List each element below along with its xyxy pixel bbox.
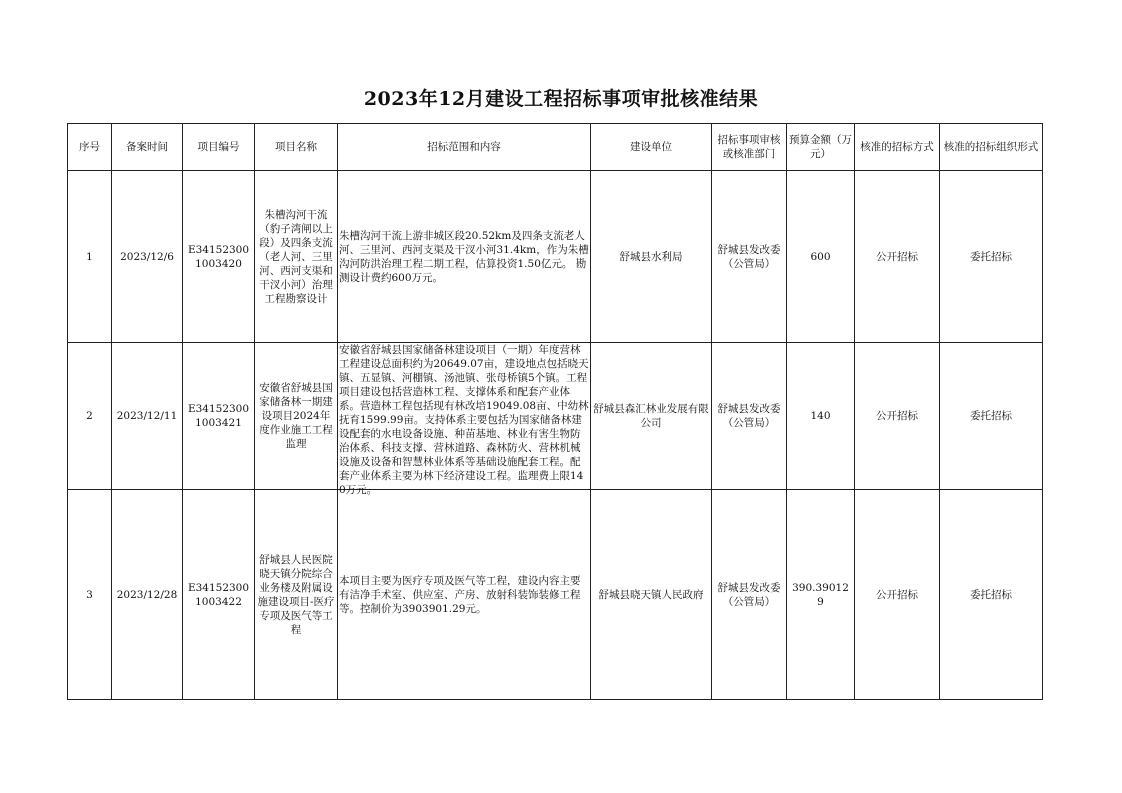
header-date: 备案时间 <box>112 124 183 171</box>
cell-code: E341523001003421 <box>183 343 255 490</box>
table-header-row <box>68 124 1043 171</box>
header-scope: 招标范围和内容 <box>338 124 591 171</box>
header-name: 项目名称 <box>255 124 338 171</box>
cell-budget: 600 <box>787 171 855 343</box>
cell-seq: 2 <box>68 343 112 490</box>
cell-unit: 舒城县水利局 <box>591 171 712 343</box>
header-unit: 建设单位 <box>591 124 712 171</box>
cell-name: 安徽省舒城县国家储备林一期建设项目2024年度作业施工工程监理 <box>255 343 338 490</box>
approval-results-table <box>67 123 1043 700</box>
header-code: 项目编号 <box>183 124 255 171</box>
cell-unit: 舒城县晓天镇人民政府 <box>591 490 712 700</box>
cell-scope: 本项目主要为医疗专项及医气等工程，建设内容主要有洁净手术室、供应室、产房、放射科装饰装修工程等。控制价为3903901.29元。 <box>338 490 591 700</box>
table-row <box>68 171 1043 343</box>
cell-scope: 安徽省舒城县国家储备林建设项目（一期）年度营林工程建设总面积约为20649.07亩，建设地点包括晓天镇、五显镇、河棚镇、汤池镇、张母桥镇5个镇。工程项目建设包括营造林工程、支撑体系和配套产业体系。营造林工程包括现有林改培19049.08亩、中幼林抚育1599.99亩。支持体系主要包括为国家储备林建设配套的水电设备设施、种苗基地、林业有害生物防治体系、科技支撑、营林道路、森林防火、营林机械设施及设备和智慧林业体系等基础设施配套工程。配套产业体系主要为林下经济建设工程。监理费上限140万元。 <box>339 344 589 496</box>
document-title: 2023年12月建设工程招标事项审批核准结果 <box>363 88 759 110</box>
cell-dept: 舒城县发改委（公管局） <box>712 490 787 700</box>
cell-method: 公开招标 <box>855 343 940 490</box>
cell-dept: 舒城县发改委（公管局） <box>712 343 787 490</box>
cell-date: 2023/12/11 <box>112 343 183 490</box>
header-seq: 序号 <box>68 124 112 171</box>
cell-org: 委托招标 <box>940 490 1043 700</box>
header-method: 核准的招标方式 <box>855 124 940 171</box>
cell-dept: 舒城县发改委（公管局） <box>712 171 787 343</box>
cell-name: 舒城县人民医院晓天镇分院综合业务楼及附属设施建设项目-医疗专项及医气等工程 <box>255 490 338 700</box>
cell-code: E341523001003422 <box>183 490 255 700</box>
cell-scope: 朱槽沟河干流上游非城区段20.52km及四条支流老人河、三里河、西河支渠及干汊小河31.4km，作为朱槽沟河防洪治理工程二期工程，估算投资1.50亿元。 勘测设计费约600万元。 <box>338 171 591 343</box>
header-budget: 预算金额（万元） <box>787 124 855 171</box>
cell-seq: 1 <box>68 171 112 343</box>
table-row <box>68 343 1043 490</box>
cell-seq: 3 <box>68 490 112 700</box>
cell-budget: 390.390129 <box>787 490 855 700</box>
cell-method: 公开招标 <box>855 490 940 700</box>
cell-org: 委托招标 <box>940 171 1043 343</box>
header-dept: 招标事项审核或核准部门 <box>712 124 787 171</box>
cell-date: 2023/12/28 <box>112 490 183 700</box>
cell-org: 委托招标 <box>940 343 1043 490</box>
cell-scope-wrapper <box>338 343 591 496</box>
header-org: 核准的招标组织形式 <box>940 124 1043 171</box>
cell-name: 朱槽沟河干流（豹子湾闸以上段）及四条支流（老人河、三里河、西河支渠和干汊小河）治理工程勘察设计 <box>255 171 338 343</box>
cell-date: 2023/12/6 <box>112 171 183 343</box>
cell-code: E341523001003420 <box>183 171 255 343</box>
cell-unit: 舒城县森汇林业发展有限公司 <box>591 343 712 490</box>
table-row <box>68 490 1043 700</box>
cell-budget: 140 <box>787 343 855 490</box>
cell-method: 公开招标 <box>855 171 940 343</box>
